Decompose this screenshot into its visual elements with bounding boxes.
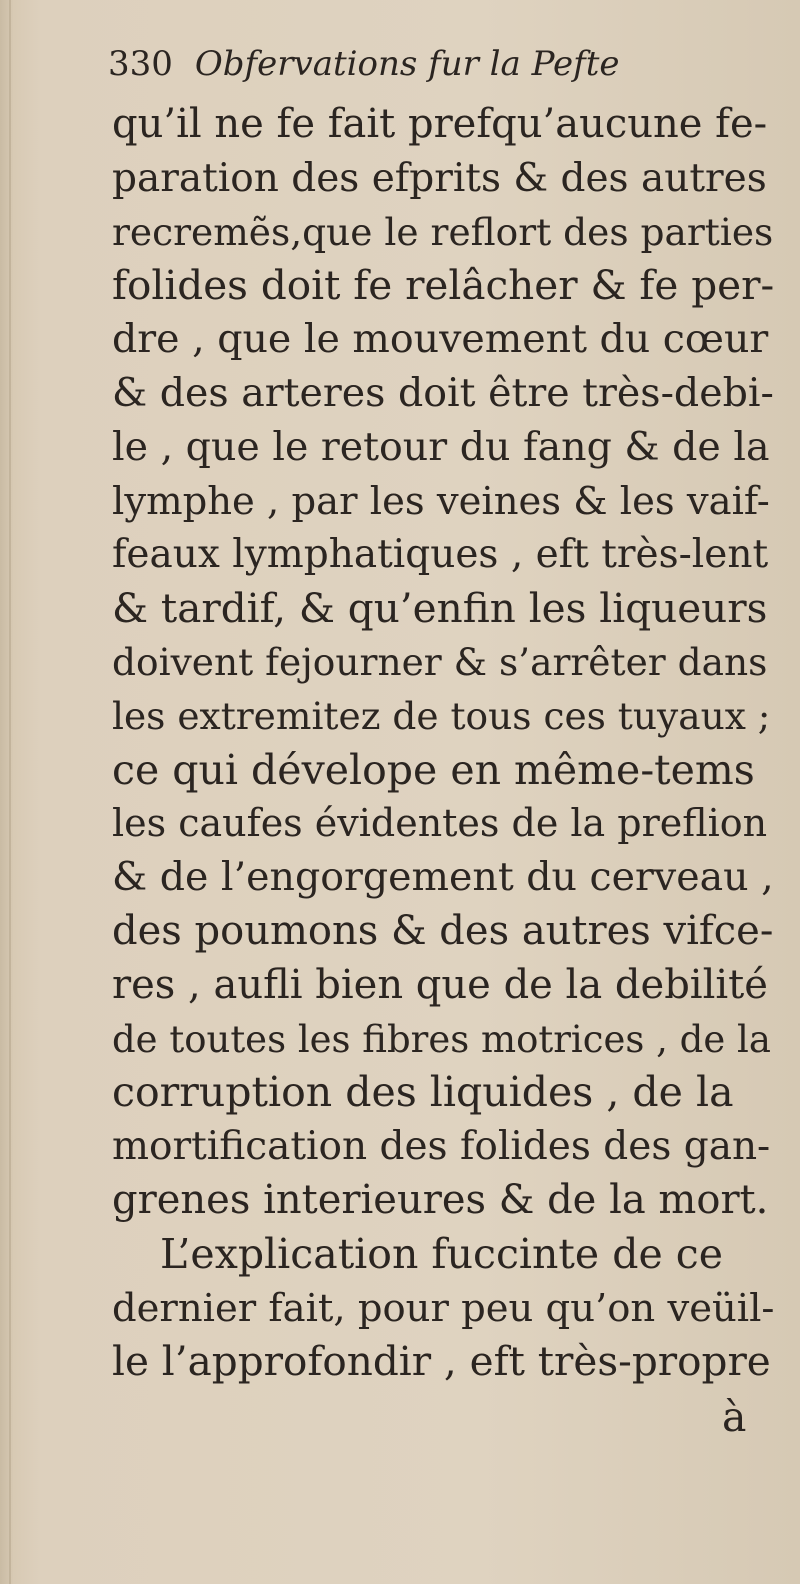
text-line: & tardif, & qu’enfin les liqueurs <box>112 584 768 633</box>
text-line: & de l’engorgement du cerveau , <box>112 854 774 901</box>
text-line: les extremitez de tous ces tuyaux ; <box>112 693 771 738</box>
text-line: ce qui dévelope en même-tems <box>112 745 755 794</box>
text-line: feaux lymphatiques , eft très-lent <box>112 532 769 578</box>
text-line: qu’il ne fe fait prefqu’aucune fe- <box>112 101 768 147</box>
page-number: 330 <box>108 44 173 84</box>
text-line: paration des efprits & des autres <box>112 155 767 201</box>
text-line: le , que le retour du fang & de la <box>112 423 770 470</box>
text-line: res , aufli bien que de la debilité <box>112 961 768 1008</box>
text-line: grenes interieures & de la mort. <box>112 1176 769 1223</box>
page-gutter <box>9 0 11 1584</box>
text-line: dre , que le mouvement du cœur <box>112 316 769 363</box>
catchword: à <box>722 1393 747 1441</box>
text-line: doivent fejourner & s’arrêter dans <box>112 639 768 684</box>
text-line: de toutes les fibres motrices , de la <box>112 1017 771 1061</box>
text-line: le l’approfondir , eft très-propre <box>112 1337 771 1386</box>
text-line: des poumons & des autres vifce- <box>112 907 774 954</box>
text-line: folides doit fe relâcher & fe per- <box>112 261 775 310</box>
running-head <box>108 40 619 88</box>
body-text <box>112 98 774 1389</box>
text-line: recremẽs,que le reflort des parties <box>112 209 774 254</box>
text-line: les caufes évidentes de la preflion <box>112 801 768 846</box>
text-line: dernier fait, pour peu qu’on veüil- <box>112 1285 775 1331</box>
text-line: mortification des folides des gan- <box>112 1124 771 1170</box>
text-line: corruption des liquides , de la <box>112 1068 734 1117</box>
running-title: Obfervations fur la Pefte <box>194 44 620 84</box>
text-line: lymphe , par les veines & les vaif- <box>112 478 770 524</box>
paragraph-start-line: L’explication fuccinte de ce <box>160 1229 723 1278</box>
text-line: & des arteres doit être très-debi- <box>112 369 774 416</box>
